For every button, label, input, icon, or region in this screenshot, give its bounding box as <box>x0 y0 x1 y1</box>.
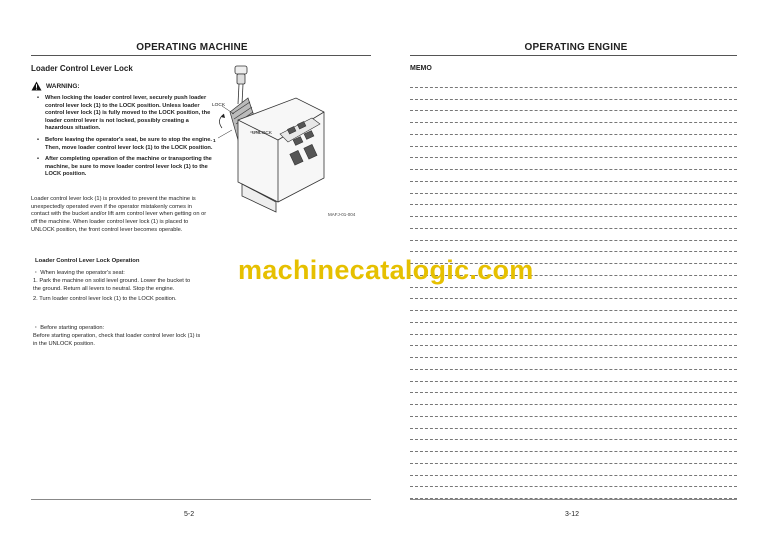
memo-line <box>410 370 737 382</box>
memo-line <box>410 323 737 335</box>
section-title: Loader Control Lever Lock <box>31 64 133 73</box>
memo-line <box>410 111 737 123</box>
starting-intro: ・ Before starting operation: <box>33 325 105 331</box>
figure-code: MAFJ-01-004 <box>328 212 356 217</box>
memo-line <box>410 76 737 88</box>
memo-line <box>410 335 737 347</box>
memo-line <box>410 440 737 452</box>
memo-line <box>410 194 737 206</box>
footer-rule <box>410 499 737 500</box>
memo-line <box>410 135 737 147</box>
memo-line <box>410 393 737 405</box>
memo-line <box>410 147 737 159</box>
warning-row <box>31 81 80 91</box>
lever-lock-illustration <box>208 62 360 224</box>
left-page-header: OPERATING MACHINE <box>136 42 248 53</box>
warning-list <box>37 95 215 183</box>
memo-line <box>410 158 737 170</box>
right-page-header: OPERATING ENGINE <box>524 42 628 53</box>
memo-line <box>410 464 737 476</box>
memo-line <box>410 476 737 488</box>
memo-line <box>410 405 737 417</box>
header-rule <box>410 55 737 56</box>
callout-number: 1 <box>213 139 216 144</box>
memo-line <box>410 311 737 323</box>
leaving-intro: ・ When leaving the operator's seat: <box>33 270 125 276</box>
step-item: 1. Park the machine on solid level ground. Lower the bucket to the ground. Return all levers to neutral. Stop the engine. <box>33 278 191 292</box>
memo-line <box>410 358 737 370</box>
warning-bullet: • After completing operation of the machine or transporting the machine, be sure to move loader control lever lock (1) to the LOCK position. <box>37 156 215 179</box>
memo-line <box>410 123 737 135</box>
starting-text: Before starting operation, check that loader control lever lock (1) is in the UNLOCK position. <box>33 333 201 347</box>
footer-rule <box>31 499 371 500</box>
warning-icon <box>31 81 42 91</box>
memo-line <box>410 429 737 441</box>
memo-line <box>410 346 737 358</box>
memo-line <box>410 170 737 182</box>
memo-line <box>410 417 737 429</box>
header-rule <box>31 55 371 56</box>
memo-line <box>410 452 737 464</box>
memo-title: MEMO <box>410 65 432 72</box>
warning-label: WARNING: <box>46 82 80 90</box>
right-page-number: 3-12 <box>565 511 580 518</box>
memo-line <box>410 288 737 300</box>
watermark: machinecatalogic.com <box>238 255 534 285</box>
warning-bullet: • Before leaving the operator's seat, be sure to stop the engine. Then, move loader control lever lock (1) to the LOCK position. <box>37 137 215 152</box>
memo-line <box>410 217 737 229</box>
memo-line <box>410 299 737 311</box>
operation-title: Loader Control Lever Lock Operation <box>35 258 140 264</box>
memo-line <box>410 88 737 100</box>
memo-line <box>410 100 737 112</box>
operation-steps <box>33 278 195 307</box>
step-item: 2. Turn loader control lever lock (1) to the LOCK position. <box>33 296 177 303</box>
memo-line <box>410 229 737 241</box>
lock-label: LOCK <box>212 103 226 108</box>
memo-line <box>410 182 737 194</box>
description-paragraph: Loader control lever lock (1) is provided to prevent the machine is unexpectedly operated even if the operator mistakenly comes in contact with the bucket and/or lift arm control lever when getting on or off the machine. When loader control lever lock (1) is placed to UNLOCK position, the front control lever becomes operable. <box>31 196 207 233</box>
memo-line <box>410 382 737 394</box>
memo-lines <box>410 76 737 499</box>
left-page-number: 5-2 <box>184 511 195 518</box>
memo-line <box>410 241 737 253</box>
unlock-label: UNLOCK <box>252 131 272 136</box>
memo-line <box>410 487 737 499</box>
lever-knob <box>235 66 247 104</box>
memo-line <box>410 205 737 217</box>
warning-bullet: • When locking the loader control lever, securely push loader control lever lock (1) to the LOCK position. Unless loader control lever lock (1) is fully moved to the LOCK position, the loader control lever is not locked, possibly creating a hazardous situation. <box>37 95 215 133</box>
